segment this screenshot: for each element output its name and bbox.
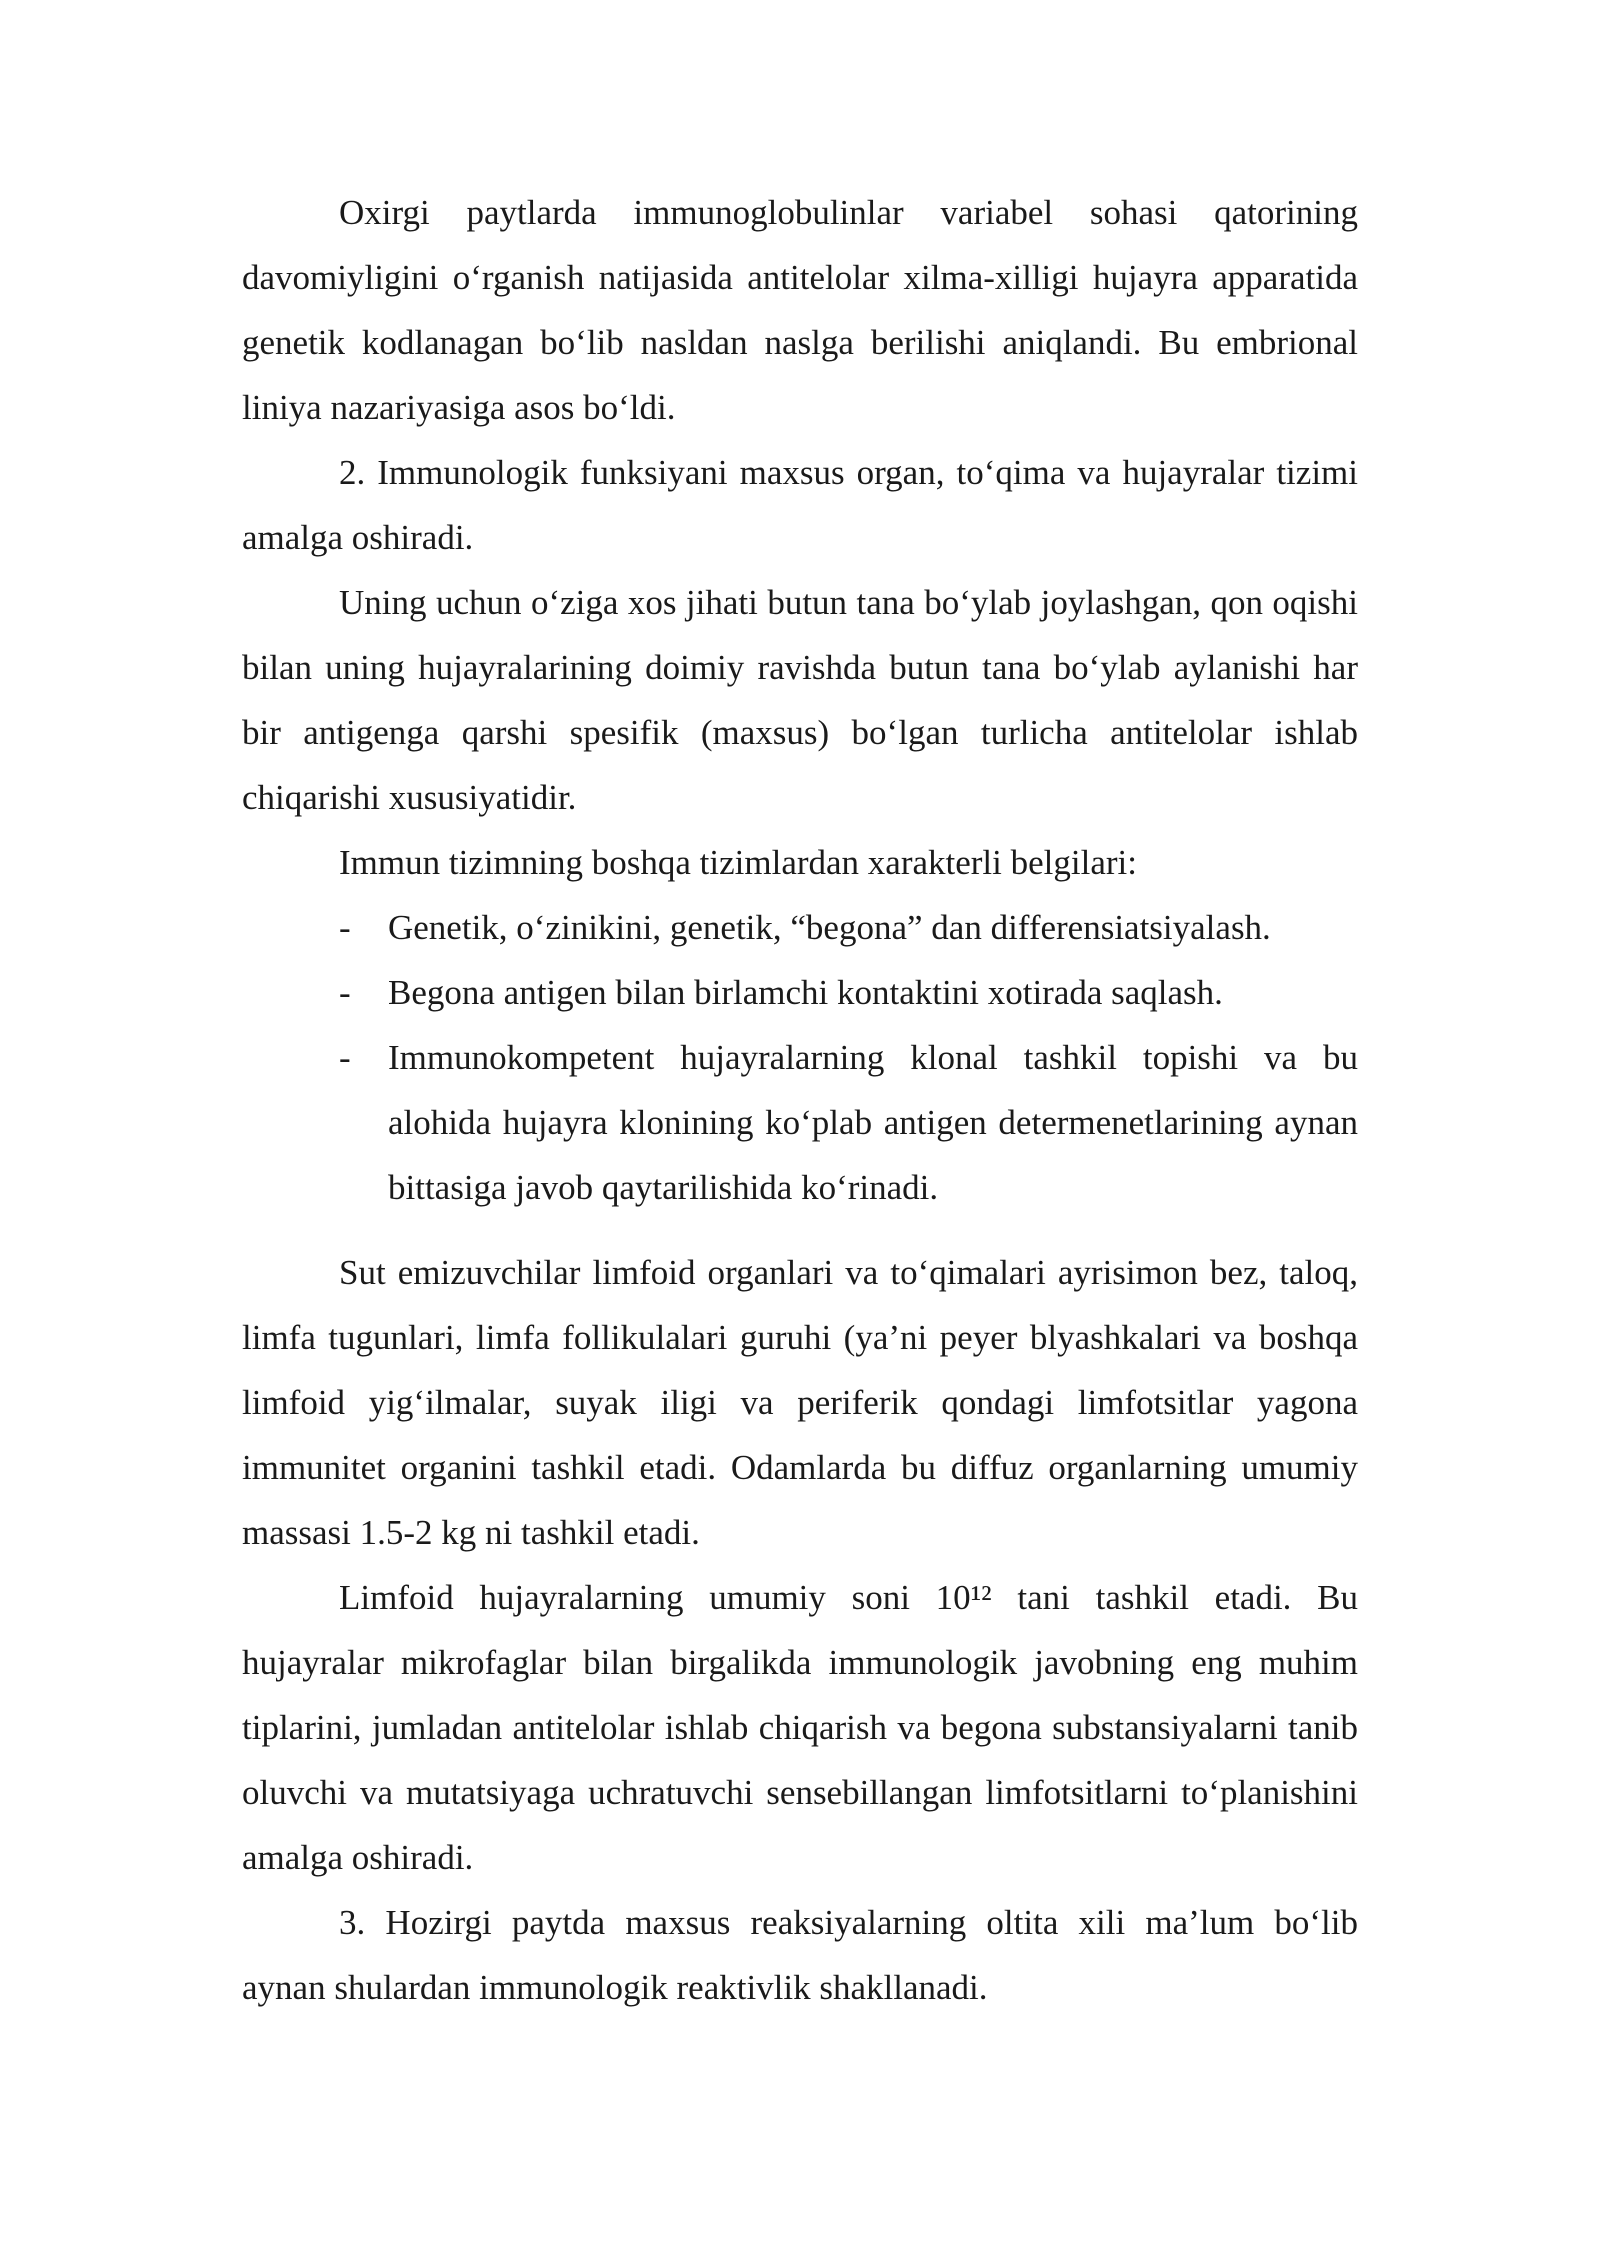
list-item-text: Genetik, o‘zinikini, genetik, “begona” dan differensiatsiyalash. — [388, 908, 1271, 947]
list-item-text: Begona antigen bilan birlamchi kontaktini xotirada saqlash. — [388, 973, 1223, 1012]
list-marker: - — [339, 1038, 351, 1077]
list-marker: - — [339, 973, 351, 1012]
list-item — [242, 895, 1358, 960]
document-page — [242, 180, 1358, 2020]
paragraph-antibody-diversity: Oxirgi paytlarda immunoglobulinlar variabel sohasi qatorining davomiyligini o‘rganish natijasida antitelolar xilma-xilligi hujayra apparatida genetik kodlanagan bo‘lib nasldan naslga berilishi aniqlandi. Bu embrional liniya nazariyasiga asos bo‘ldi. — [242, 193, 1358, 427]
list-marker: - — [339, 908, 351, 947]
list-item — [242, 1025, 1358, 1220]
list-item — [242, 960, 1358, 1025]
characteristics-list — [242, 895, 1358, 1220]
paragraph-immunologic-function: 2. Immunologik funksiyani maxsus organ, to‘qima va hujayralar tizimi amalga oshiradi. — [242, 453, 1358, 557]
lymphoid-cells-text-start: Limfoid hujayralarning umumiy soni 10 — [339, 1578, 971, 1617]
paragraph-lymphoid-organs: Sut emizuvchilar limfoid organlari va to‘qimalari ayrisimon bez, taloq, limfa tugunlari, limfa follikulalari guruhi (ya’ni peyer blyashkalari va boshqa limfoid yig‘ilmalar, suyak iligi va periferik qondagi limfotsitlar yagona immunitet organini tashkil etadi. Odamlarda bu diffuz organlarning umumiy massasi 1.5-2 kg ni tashkil etadi. — [242, 1253, 1358, 1552]
exponent: ¹² — [970, 1578, 992, 1617]
paragraph-lymphoid-cells — [242, 1565, 1358, 1890]
paragraph-specific-reactions: 3. Hozirgi paytda maxsus reaksiyalarning oltita xili ma’lum bo‘lib aynan shulardan immunologik reaktivlik shakllanadi. — [242, 1903, 1358, 2007]
paragraph-list-intro: Immun tizimning boshqa tizimlardan xarakterli belgilari: — [339, 843, 1137, 882]
lymphoid-cells-text-end: tani tashkil etadi. Bu hujayralar mikrofaglar bilan birgalikda immunologik javobning eng muhim tiplarini, jumladan antitelolar ishlab chiqarish va begona substansiyalarni tanib oluvchi va mutatsiyaga uchratuvchi sensebillangan limfotsitlarni to‘planishini amalga oshiradi. — [242, 1578, 1358, 1877]
list-item-text: Immunokompetent hujayralarning klonal tashkil topishi va bu alohida hujayra klonining ko‘plab antigen determenetlarining aynan bittasiga javob qaytarilishida ko‘rinadi. — [388, 1038, 1358, 1207]
paragraph-immune-system-feature: Uning uchun o‘ziga xos jihati butun tana bo‘ylab joylashgan, qon oqishi bilan uning hujayralarining doimiy ravishda butun tana bo‘ylab aylanishi har bir antigenga qarshi spesifik (maxsus) bo‘lgan turlicha antitelolar ishlab chiqarishi xususiyatidir. — [242, 583, 1358, 817]
